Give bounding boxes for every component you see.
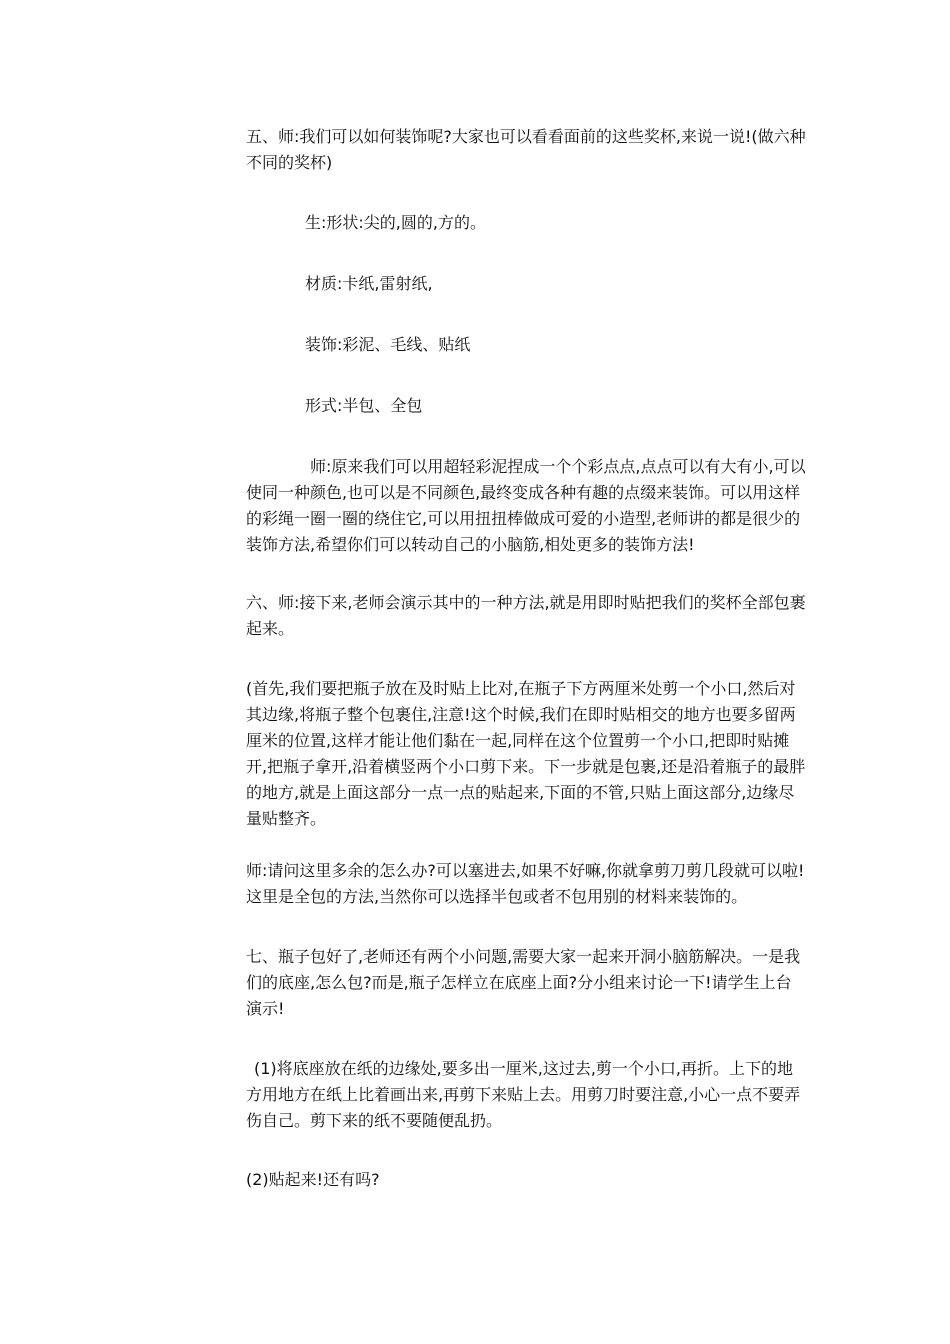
paragraph-teacher-explanation: 师:原来我们可以用超轻彩泥捏成一个个彩点点,点点可以有大有小,可以使同一种颜色,也可以是不同颜色,最终变成各种有趣的点缀来装饰。可以用这样的彩绳一圈一圈的绕住它,可以用扭扭棒做成可爱的小造型,老师讲的都是很少的装饰方法,希望你们可以转动自己的小脑筋,相处更多的装饰方法! (246, 457, 806, 554)
paragraph-section-seven: 七、瓶子包好了,老师还有两个小问题,需要大家一起来开洞小脑筋解决。一是我们的底座,怎么包?而是,瓶子怎样立在底座上面?分小组来讨论一下!请学生上台演示! (246, 947, 801, 1018)
paragraph-material: 材质:卡纸,雷射纸, (305, 274, 433, 293)
paragraph-section-five: 五、师:我们可以如何装饰呢?大家也可以看看面前的这些奖杯,来说一说!(做六种不同的奖杯) (246, 127, 806, 172)
paragraph-decoration: 装饰:彩泥、毛线、贴纸 (305, 335, 471, 354)
paragraph-teacher-question: 师:请问这里多余的怎么办?可以塞进去,如果不好嘛,你就拿剪刀剪几段就可以啦!这里是全包的方法,当然你可以选择半包或者不包用别的材料来装饰的。 (246, 861, 805, 906)
paragraph-shape: 生:形状:尖的,圆的,方的。 (305, 213, 486, 232)
paragraph-wrapping-steps: (首先,我们要把瓶子放在及时贴上比对,在瓶子下方两厘米处剪一个小口,然后对其边缘,将瓶子整个包裹住,注意!这个时候,我们在即时贴相交的地方也要多留两厘米的位置,这样才能让他们黏在一起,同样在这个位置剪一个小口,把即时贴摊开,把瓶子拿开,沿着横竖两个小口剪下来。下一步就是包裹,还是沿着瓶子的最胖的地方,就是上面这部分一点一点的贴起来,下面的不管,只贴上面这部分,边缘尽量贴整齐。 (246, 679, 806, 828)
paragraph-step-one: (1)将底座放在纸的边缘处,要多出一厘米,这过去,剪一个小口,再折。上下的地方用地方在纸上比着画出来,再剪下来贴上去。用剪刀时要注意,小心一点不要弄伤自己。剪下来的纸不要随便乱扔。 (246, 1059, 801, 1130)
paragraph-section-six: 六、师:接下来,老师会演示其中的一种方法,就是用即时贴把我们的奖杯全部包裹起来。 (246, 593, 806, 638)
paragraph-form: 形式:半包、全包 (305, 396, 423, 415)
paragraph-step-two: (2)贴起来!还有吗? (246, 1170, 380, 1189)
